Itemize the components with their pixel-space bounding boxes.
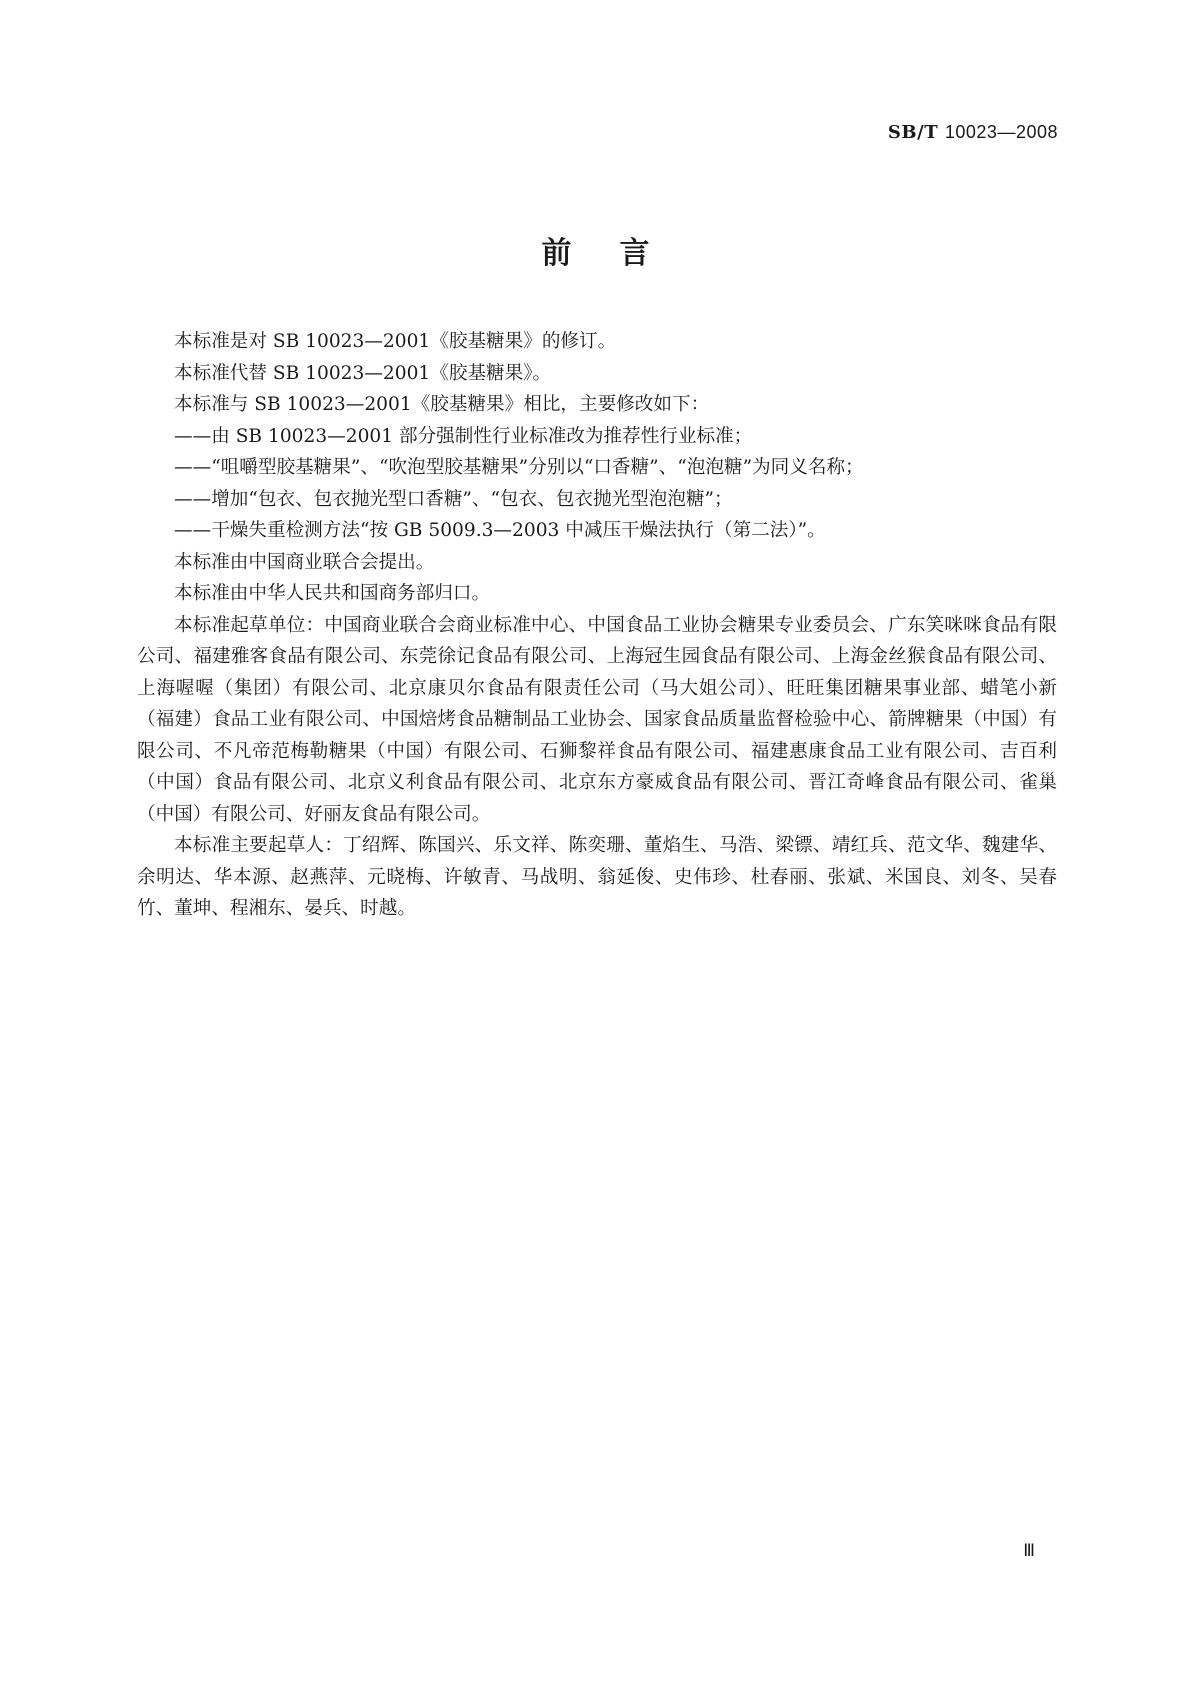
change-item-4: ——干燥失重检测方法“按 GB 5009.3—2003 中减压干燥法执行（第二法）”。 [174, 520, 826, 541]
standard-prefix: SB/T [887, 122, 939, 143]
paragraph-main-drafters: 本标准主要起草人：丁绍辉、陈国兴、乐文祥、陈奕珊、董焰生、马浩、梁镖、靖红兵、范文华、魏建华、余明达、华本源、赵燕萍、元晓梅、许敏青、马战明、翁延俊、史伟珍、杜春丽、张斌、米国良、刘冬、吴春竹、董坤、程湘东、晏兵、时越。 [137, 835, 1057, 919]
page-number: Ⅲ [1023, 1541, 1035, 1560]
paragraph-revision: 本标准是对 SB 10023—2001《胶基糖果》的修订。 [174, 331, 617, 352]
change-item-2: ——“咀嚼型胶基糖果”、“吹泡型胶基糖果”分别以“口香糖”、“泡泡糖”为同义名称； [174, 457, 864, 478]
paragraph-proposed-by: 本标准由中国商业联合会提出。 [174, 551, 435, 573]
paragraph-drafting-units: 本标准起草单位：中国商业联合会商业标准中心、中国食品工业协会糖果专业委员会、广东笑咪咪食品有限公司、福建雅客食品有限公司、东莞徐记食品有限公司、上海冠生园食品有限公司、上海金丝猴食品有限公司、上海喔喔（集团）有限公司、北京康贝尔食品有限责任公司（马大姐公司）、旺旺集团糖果事业部、蜡笔小新（福建）食品工业有限公司、中国焙烤食品糖制品工业协会、国家食品质量监督检验中心、箭牌糖果（中国）有限公司、不凡帝范梅勒糖果（中国）有限公司、石狮黎祥食品有限公司、福建惠康食品工业有限公司、吉百利（中国）食品有限公司、北京义利食品有限公司、北京东方豪威食品有限公司、晋江奇峰食品有限公司、雀巢（中国）有限公司、好丽友食品有限公司。 [137, 614, 1057, 825]
paragraph-replaces: 本标准代替 SB 10023—2001《胶基糖果》。 [174, 362, 552, 384]
standard-number: 10023—2008 [944, 122, 1058, 142]
change-item-1: ——由 SB 10023—2001 部分强制性行业标准改为推荐性行业标准； [174, 425, 753, 447]
paragraph-changes-intro: 本标准与 SB 10023—2001《胶基糖果》相比，主要修改如下： [174, 394, 710, 415]
standard-code [888, 122, 1058, 143]
paragraph-centralized-by: 本标准由中华人民共和国商务部归口。 [174, 583, 491, 604]
foreword-body [137, 326, 1057, 925]
change-item-3: ——增加“包衣、包衣抛光型口香糖”、“包衣、包衣抛光型泡泡糖”； [174, 488, 733, 510]
page-title: 前言 [541, 236, 698, 271]
